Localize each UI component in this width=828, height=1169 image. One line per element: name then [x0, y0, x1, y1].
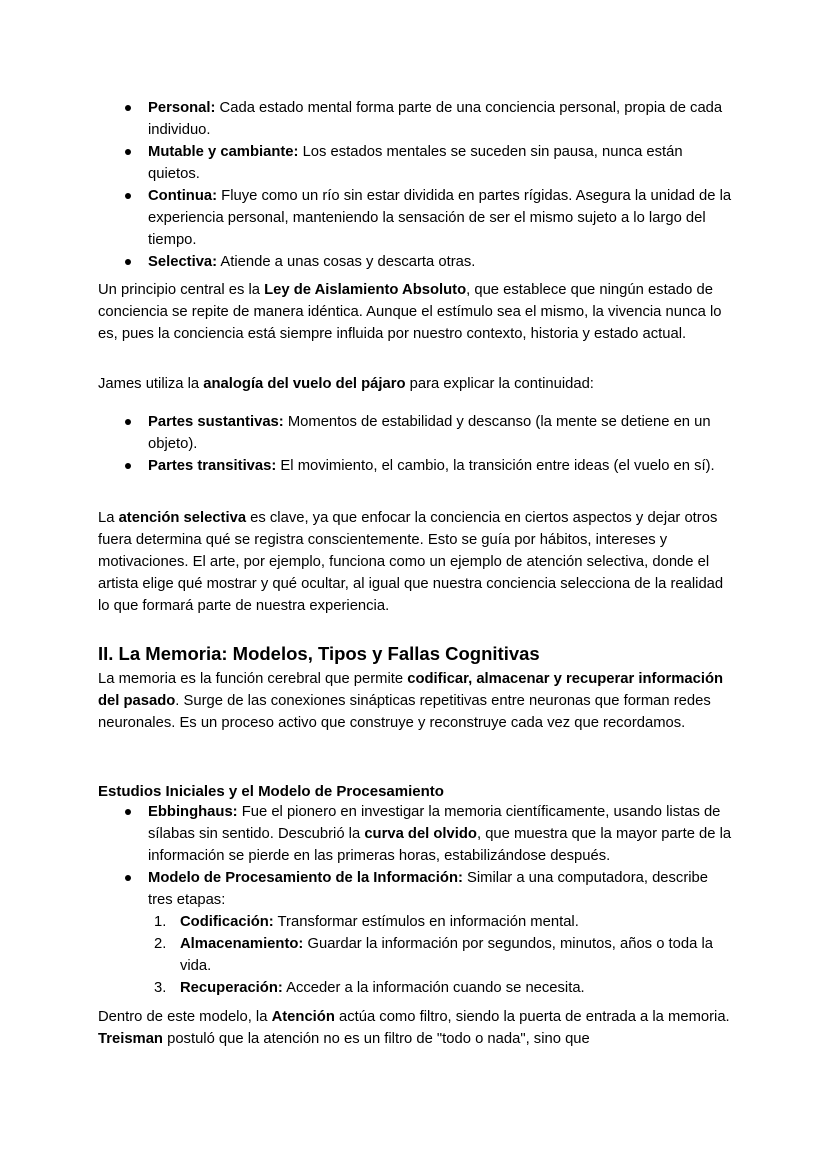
- estudios-list: [98, 801, 736, 999]
- paragraph-memoria-definicion: [98, 668, 736, 734]
- text-run: James utiliza la: [98, 376, 204, 392]
- bullet-icon: [125, 193, 131, 199]
- list-item: [98, 411, 736, 455]
- list-item: [98, 455, 736, 477]
- numbered-list-item: [98, 911, 736, 933]
- text-run: es clave, ya que enfocar la conciencia en ciertos aspectos y dejar otros fuera determina qué se registra conscientemente. Esto se guía por hábitos, intereses y motivaciones. El arte, por ejemplo, funciona como un ejemplo de atención selectiva, donde el artista elige qué mostrar y qué ocultar, al igual que nuestra conciencia selecciona de la realidad lo que formará parte de nuestra experiencia.: [98, 510, 724, 614]
- text-run-bold: curva del olvido: [364, 826, 477, 842]
- bullet-icon: [125, 809, 131, 815]
- bullet-icon: [125, 259, 131, 265]
- text-run: La: [98, 510, 119, 526]
- text-run-bold: Partes sustantivas:: [148, 414, 284, 430]
- paragraph-ley-aislamiento: [98, 279, 736, 345]
- paragraph-atencion-selectiva: [98, 507, 736, 617]
- text-run: Dentro de este modelo, la: [98, 1009, 272, 1025]
- text-run: Fluye como un río sin estar dividida en partes rígidas. Asegura la unidad de la experiencia personal, manteniendo la sensación de ser el mismo sujeto a lo largo del tiempo.: [148, 188, 732, 248]
- list-number: 3.: [154, 980, 167, 996]
- list-item: [98, 251, 736, 273]
- consciousness-properties-list: [98, 97, 736, 273]
- text-run-bold: Modelo de Procesamiento de la Información:: [148, 870, 463, 886]
- bullet-icon: [125, 149, 131, 155]
- text-run: para explicar la continuidad:: [405, 376, 594, 392]
- text-run: El movimiento, el cambio, la transición entre ideas (el vuelo en sí).: [276, 458, 715, 474]
- list-item: [98, 801, 736, 867]
- paragraph-atencion-filtro: [98, 1006, 736, 1050]
- bullet-icon: [125, 463, 131, 469]
- list-item: [98, 97, 736, 141]
- text-run-bold: atención selectiva: [118, 510, 247, 526]
- list-number: 2.: [154, 936, 167, 952]
- text-run: , que muestra que la mayor parte de la información se pierde en las primeras horas, estabilizándose después.: [148, 826, 732, 864]
- text-run-bold: Partes transitivas:: [148, 458, 277, 474]
- text-run: Transformar estímulos en información mental.: [273, 914, 579, 930]
- text-run: Guardar la información por segundos, minutos, años o toda la vida.: [180, 936, 713, 974]
- text-run-bold: Treisman: [98, 1031, 163, 1047]
- text-run: Atiende a unas cosas y descarta otras.: [217, 254, 476, 270]
- list-number: 1.: [154, 914, 167, 930]
- text-run: Cada estado mental forma parte de una conciencia personal, propia de cada individuo.: [148, 100, 723, 138]
- text-run-bold: Selectiva:: [148, 254, 218, 270]
- text-run: actúa como filtro, siendo la puerta de entrada a la memoria.: [334, 1009, 730, 1025]
- bullet-icon: [125, 419, 131, 425]
- text-run-bold: Atención: [271, 1009, 335, 1025]
- text-run-bold: Codificación:: [180, 914, 274, 930]
- text-run-bold: codificar, almacenar y recuperar información del pasado: [98, 671, 724, 709]
- text-run-bold: Ebbinghaus:: [148, 804, 238, 820]
- text-run: , que establece que ningún estado de conciencia se repite de manera idéntica. Aunque el estímulo sea el mismo, la vivencia nunca lo es, pues la conciencia está siempre influida por nuestro contexto, historia y estado actual.: [98, 282, 722, 342]
- text-run-bold: Recuperación:: [180, 980, 283, 996]
- text-run-bold: Almacenamiento:: [180, 936, 304, 952]
- text-run: La memoria es la función cerebral que permite: [98, 671, 408, 687]
- bullet-icon: [125, 105, 131, 111]
- text-run: . Surge de las conexiones sinápticas repetitivas entre neuronas que forman redes neuronales. Es un proceso activo que construye y reconstruye cada vez que recordamos.: [98, 693, 711, 731]
- text-run-bold: Continua:: [148, 188, 218, 204]
- text-run: Momentos de estabilidad y descanso (la mente se detiene en un objeto).: [148, 414, 711, 452]
- section-heading-memoria: II. La Memoria: Modelos, Tipos y Fallas Cognitivas: [98, 643, 540, 665]
- paragraph-james-analogia: [98, 373, 736, 395]
- text-run: Acceder a la información cuando se necesita.: [282, 980, 585, 996]
- list-item: [98, 867, 736, 911]
- numbered-list-item: [98, 933, 736, 977]
- text-run-bold: Personal:: [148, 100, 216, 116]
- list-item: [98, 185, 736, 251]
- text-run: postuló que la atención no es un filtro de "todo o nada", sino que: [162, 1031, 590, 1047]
- subheading-estudios-iniciales: Estudios Iniciales y el Modelo de Procesamiento: [98, 783, 444, 800]
- text-run: Un principio central es la: [98, 282, 265, 298]
- list-item: [98, 141, 736, 185]
- text-run: Similar a una computadora, describe tres etapas:: [148, 870, 709, 908]
- bullet-icon: [125, 875, 131, 881]
- text-run-bold: analogía del vuelo del pájaro: [203, 376, 406, 392]
- text-run: Los estados mentales se suceden sin pausa, nunca están quietos.: [148, 144, 683, 182]
- text-run: Fue el pionero en investigar la memoria científicamente, usando listas de sílabas sin sentido. Descubrió la: [148, 804, 721, 842]
- text-run-bold: Mutable y cambiante:: [148, 144, 299, 160]
- numbered-list-item: [98, 977, 736, 999]
- partes-list: [98, 411, 736, 477]
- text-run-bold: Ley de Aislamiento Absoluto: [264, 282, 467, 298]
